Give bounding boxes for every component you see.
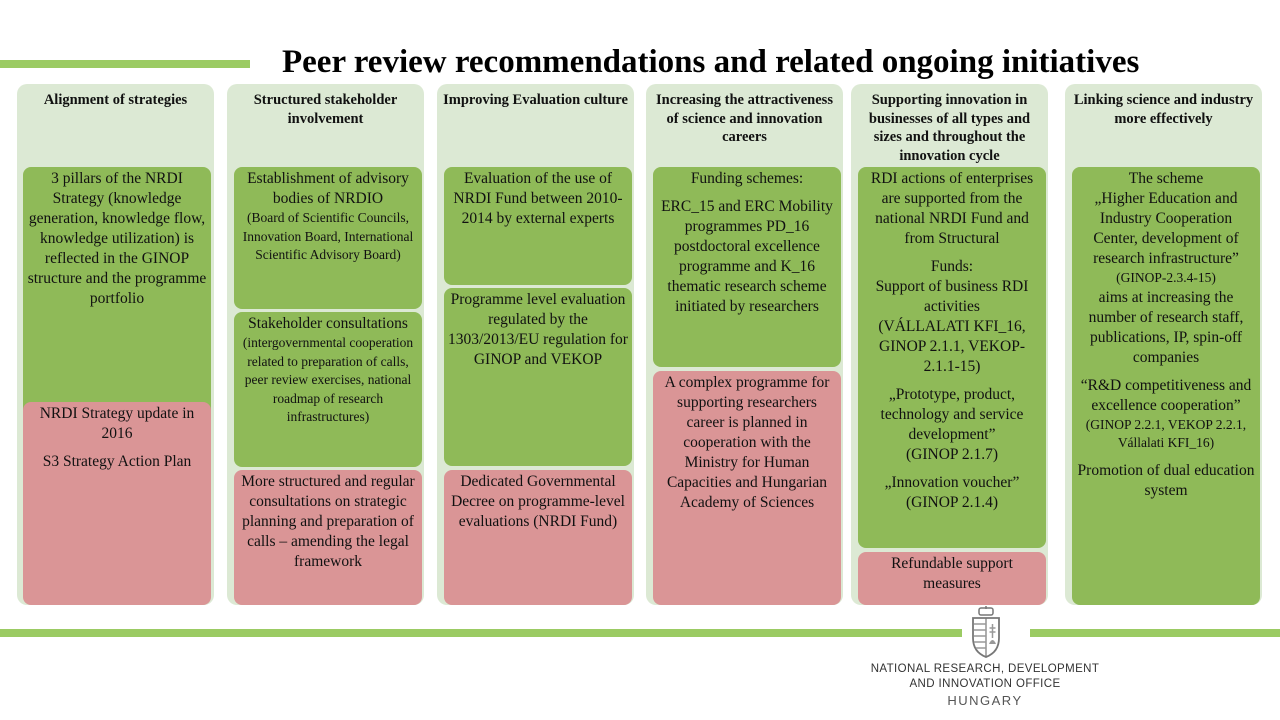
office-name-line1: NATIONAL RESEARCH, DEVELOPMENT (870, 663, 1100, 675)
box-text: More structured and regular consultations on strategic planning and preparation of calls – amending the legal framework (241, 473, 415, 570)
box-text: aims at increasing the number of research staff, publications, IP, spin-off companies (1088, 288, 1244, 366)
box-text: (VÁLLALATI KFI_16, GINOP 2.1.1, VEKOP-2.1.1-15) (878, 318, 1026, 375)
initiative-box-ongoing (858, 167, 1046, 548)
box-text: NRDI Strategy update in 2016 (39, 405, 195, 442)
box-text: Stakeholder consultations (248, 315, 408, 332)
box-text: Dedicated Governmental Decree on programme-level evaluations (NRDI Fund) (451, 473, 625, 530)
bottom-accent-bar-left (0, 629, 962, 637)
box-text-small: (GINOP-2.3.4-15) (1116, 270, 1216, 285)
column-attractiveness-of-careers (646, 84, 843, 605)
box-text: ERC_15 and ERC Mobility programmes PD_16 postdoctoral excellence programme and K_16 thematic research scheme initiated by researchers (661, 198, 833, 315)
initiative-box-ongoing (234, 312, 422, 467)
office-name-line2: AND INNOVATION OFFICE (909, 678, 1061, 690)
column-heading: Linking science and industry more effectively (1073, 92, 1254, 127)
initiative-box-ongoing (444, 167, 632, 285)
box-text: S3 Strategy Action Plan (42, 453, 192, 470)
box-text: Establishment of advisory bodies of NRDIO (247, 170, 409, 207)
box-text: Funds: (930, 258, 974, 275)
column-heading: Alignment of strategies (43, 92, 188, 108)
column-alignment-of-strategies (17, 84, 214, 605)
column-heading: Structured stakeholder involvement (253, 92, 398, 127)
box-text-small: (GINOP 2.2.1, VEKOP 2.2.1, Vállalati KFI_16) (1085, 416, 1247, 450)
box-text: (GINOP 2.1.7) (906, 446, 998, 463)
box-text-small: (intergovernmental cooperation related to preparation of calls, peer review exercises, national roadmap of research infrastructures) (242, 335, 414, 424)
initiative-box-planned (653, 371, 841, 605)
box-text: RDI actions of enterprises are supported from the national NRDI Fund and from Structural (870, 170, 1034, 247)
slide-title: Peer review recommendations and related ongoing initiatives (282, 44, 1140, 80)
box-text: Support of business RDI activities (875, 278, 1029, 315)
office-country: HUNGARY (947, 693, 1023, 708)
column-heading: Improving Evaluation culture (443, 92, 628, 108)
box-text-small: (Board of Scientific Councils, Innovation Board, International Scientific Advisory Board) (242, 210, 414, 262)
box-text: Funding schemes: (690, 170, 804, 187)
box-text: “R&D competitiveness and excellence cooperation” (1080, 376, 1252, 414)
box-text: „Innovation voucher” (884, 474, 1020, 491)
initiative-box-ongoing (444, 288, 632, 466)
column-heading: Supporting innovation in businesses of all types and sizes and throughout the innovation cycle (868, 92, 1031, 164)
box-text: Programme level evaluation regulated by the 1303/2013/EU regulation for GINOP and VEKOP (448, 291, 628, 368)
box-text: „Prototype, product, technology and service development” (880, 386, 1024, 443)
column-structured-stakeholder-involvement (227, 84, 424, 605)
column-improving-evaluation-culture (437, 84, 634, 605)
box-text: A complex programme for supporting researchers career is planned in cooperation with the Ministry for Human Capacities and Hungarian Academy of Sciences (664, 374, 830, 511)
initiative-box-ongoing (653, 167, 841, 367)
box-text: Promotion of dual education system (1077, 461, 1255, 499)
initiative-box-planned (23, 402, 211, 605)
box-text: Strategy (knowledge generation, knowledge flow, knowledge utilization) is reflected in the GINOP structure and the programme portfolio (27, 190, 207, 307)
column-supporting-innovation-in-businesses (851, 84, 1048, 605)
column-heading: Increasing the attractiveness of science and innovation careers (656, 92, 833, 145)
box-text: „Higher Education and Industry Cooperation Center, development of research infrastructure” (1093, 190, 1239, 267)
office-name (860, 662, 1110, 708)
box-text: Evaluation of the use of NRDI Fund between 2010-2014 by external experts (453, 170, 623, 227)
box-text: Refundable support measures (891, 555, 1013, 592)
box-text: 3 pillars of the NRDI (51, 170, 183, 187)
initiative-box-planned (234, 470, 422, 605)
box-text: The scheme (1128, 170, 1204, 187)
initiative-box-planned (444, 470, 632, 605)
column-linking-science-and-industry (1065, 84, 1262, 605)
initiative-box-planned (858, 552, 1046, 605)
hungarian-coat-of-arms-icon (970, 606, 1002, 658)
top-accent-bar (0, 60, 250, 68)
box-text: (GINOP 2.1.4) (906, 494, 998, 511)
initiative-box-ongoing (1072, 167, 1260, 605)
bottom-accent-bar-right (1030, 629, 1280, 637)
initiative-box-ongoing (234, 167, 422, 309)
